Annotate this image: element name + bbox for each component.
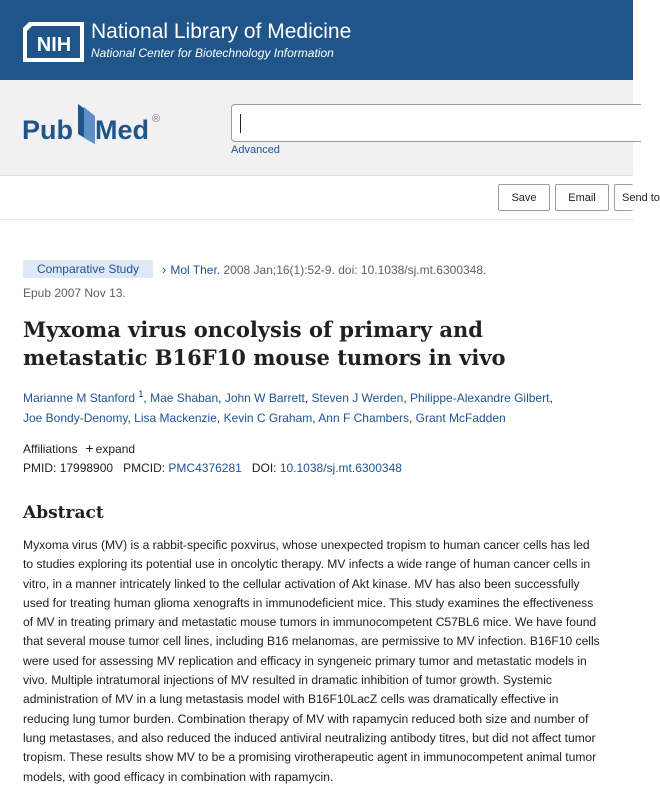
divider xyxy=(0,175,633,176)
doi-link[interactable]: 10.1038/sj.mt.6300348 xyxy=(279,461,402,475)
save-button[interactable]: Save xyxy=(498,184,550,211)
pmid-label: PMID: xyxy=(23,461,57,475)
pmcid-link[interactable]: PMC4376281 xyxy=(168,461,242,475)
author-link[interactable]: Ann F Chambers xyxy=(318,410,409,425)
doi-label: DOI: xyxy=(251,461,277,475)
pubmed-logo-pub: Pub xyxy=(22,115,73,145)
chevron-right-icon: › xyxy=(162,262,167,277)
registered-mark: ® xyxy=(152,113,161,125)
text-caret xyxy=(240,114,241,133)
send-to-button[interactable]: Send to xyxy=(614,184,633,211)
pmid-value: 17998900 xyxy=(59,461,114,475)
author-link[interactable]: Mae Shaban xyxy=(150,391,219,405)
authors-list: Marianne M Stanford $^1$, Mae Shaban, John W Barrett, Steven J Werden, Philippe-Alexandre Gilbert, Joe Bondy-Denomy, Lisa Mackenzie, Kevin C Graham, Ann F Chambers, Grant McFadden xyxy=(23,389,553,425)
nlm-title[interactable]: National Library of Medicine xyxy=(91,20,352,43)
author-link[interactable]: John W Barrett xyxy=(224,391,305,405)
advanced-search-link[interactable]: Advanced xyxy=(231,144,280,156)
affiliations-label: Affiliations xyxy=(23,442,78,456)
email-button[interactable]: Email xyxy=(555,184,609,211)
search-area xyxy=(0,80,633,175)
author-link[interactable]: Steven J Werden xyxy=(311,391,404,405)
pubmed-logo[interactable] xyxy=(22,102,172,150)
nih-banner xyxy=(0,0,633,80)
author-link[interactable]: Marianne M Stanford xyxy=(23,391,136,405)
author-link[interactable]: Joe Bondy-Denomy xyxy=(23,410,128,425)
search-input[interactable] xyxy=(231,104,641,142)
ncbi-subtitle: National Center for Biotechnology Information xyxy=(91,46,334,60)
nih-logo[interactable] xyxy=(23,22,84,62)
abstract-heading: Abstract xyxy=(23,503,104,523)
author-link[interactable]: Grant McFadden xyxy=(415,410,506,425)
abstract-text: Myxoma virus (MV) is a rabbit-specific poxvirus, whose unexpected tropism to human cancer cells has led to studies exploring its potential use in oncolytic therapy. MV infects a wide range of human cancer cells in vitro, in a manner intricately linked to the cellular activation of Akt kinase. MV has also been successfully used for treating human glioma xenografts in immunodeficient mice. This study examines the effectiveness of MV in treating primary and metastatic mouse tumors in immunocompetent C57BL6 mice. We have found that several mouse tumor cell lines, including B16 melanomas, are permissive to MV infection. B16F10 cells were used for assessing MV replication and efficacy in syngeneic primary tumor and metastatic models in vivo. Multiple intratumoral injections of MV resulted in dramatic inhibition of tumor growth. Systemic administration of MV in a lung metastasis model with B16F10LacZ cells was dramatically effective in reducing lung tumor burden. Combination therapy of MV with rapamycin reduced both size and number of lung metastases, and also reduced the induced antiviral neutralizing antibody titres, but did not affect tumor tropism. These results show MV to be a promising virotherapeutic agent in immunocompetent animal tumor models, with good efficacy in combination with rapamycin. xyxy=(23,538,600,784)
epub-date: Epub 2007 Nov 13. xyxy=(23,286,126,300)
publication-type-badge: Comparative Study xyxy=(23,260,153,278)
article-title: Myxoma virus oncolysis of primary and metastatic B16F10 mouse tumors in vivo xyxy=(23,317,506,370)
citation-line xyxy=(162,262,486,277)
expand-toggle[interactable]: expand xyxy=(95,442,136,456)
journal-link[interactable]: Mol Ther. xyxy=(170,263,221,277)
nih-logo-text: NIH xyxy=(36,34,72,56)
author-link[interactable]: Philippe-Alexandre Gilbert xyxy=(410,391,550,405)
affiliation-marker[interactable]: 1 xyxy=(138,389,144,399)
author-link[interactable]: Kevin C Graham xyxy=(223,410,313,425)
author-link[interactable]: Lisa Mackenzie xyxy=(134,410,217,425)
pmcid-label: PMCID: xyxy=(123,461,166,475)
affiliations-row xyxy=(23,440,135,456)
plus-icon[interactable]: + xyxy=(85,440,94,456)
divider xyxy=(0,219,633,220)
identifiers-row xyxy=(23,461,402,475)
citation-details: 2008 Jan;16(1):52-9. doi: 10.1038/sj.mt.6300348. xyxy=(223,263,487,277)
pubmed-logo-med: Med xyxy=(95,115,149,145)
